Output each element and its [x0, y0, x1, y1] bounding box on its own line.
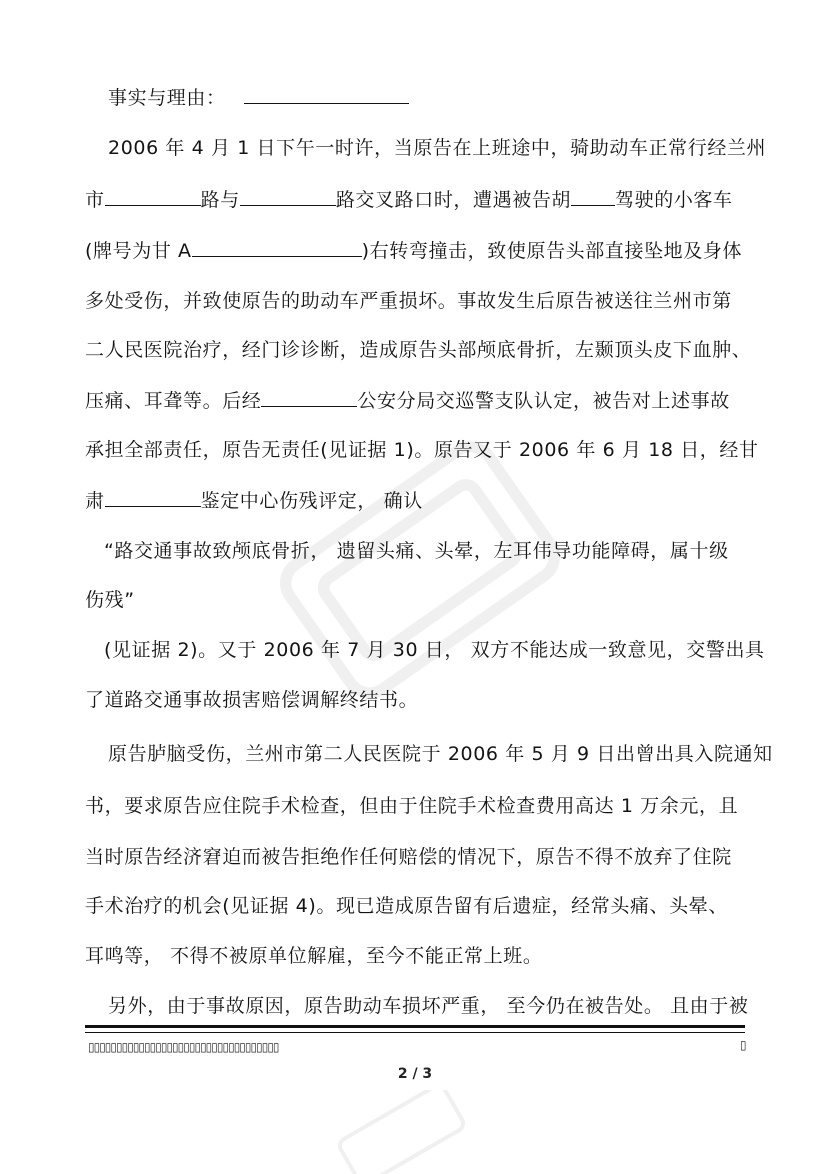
- paragraph-line: 原告胪脑受伤，兰州市第二人民医院于 2006 年 5 月 9 日出曾出具入院通知: [108, 743, 773, 765]
- blank-field: [105, 187, 201, 206]
- paragraph-line: 承担全部责任，原告无责任(见证据 1)。原告又于 2006 年 6 月 18 日，经甘: [85, 439, 759, 461]
- paragraph-line: 耳鸣等， 不得不被原单位解雇，至今不能正常上班。: [85, 945, 543, 967]
- paragraph-line: 伤残”: [85, 589, 135, 611]
- paragraph-line: 书，要求原告应住院手术检查，但由于住院手术检查费用高达 1 万余元，且: [85, 795, 739, 817]
- blank-field: [105, 488, 201, 507]
- blank-field: [240, 187, 336, 206]
- paragraph-line: 市 路与 路交叉路口时，遭遇被告胡 驾驶的小客车: [85, 189, 733, 211]
- footer-right-text: ▯: [740, 1038, 747, 1052]
- heading-label: 事实与理由：: [108, 87, 226, 109]
- paragraph-line: 当时原告经济窘迫而被告拒绝作任何赔偿的情况下，原告不得不放弃了住院: [85, 846, 732, 868]
- paragraph-line: 了道路交通事故损害赔偿调解终结书。: [85, 689, 419, 711]
- blank-field: [571, 187, 615, 206]
- paragraph-line: 另外，由于事故原因，原告助动车损坏严重， 至今仍在被告处。 且由于被: [108, 995, 749, 1017]
- watermark-bottom-icon: [300, 1090, 500, 1174]
- paragraph-line: (见证据 2)。又于 2006 年 7 月 30 日， 双方不能达成一致意见，交警出具: [104, 639, 765, 661]
- blank-field: [261, 388, 357, 407]
- paragraph-line: 多处受伤，并致使原告的助动车严重损坏。事故发生后原告被送往兰州市第: [85, 290, 732, 312]
- paragraph-line: 二人民医院治疗，经门诊诊断，造成原告头部颅底骨折，左颞顶头皮下血肿、: [85, 339, 752, 361]
- footer-rule-thin: [85, 1032, 745, 1033]
- footer-rule: [85, 1025, 745, 1028]
- paragraph-line: 手术治疗的机会(见证据 4)。现已造成原告留有后遗症，经常头痛、头晕、: [85, 895, 728, 917]
- page-number: 2 / 3: [397, 1066, 433, 1082]
- section-heading: [108, 85, 409, 110]
- blank-field: [192, 238, 362, 257]
- footer-left-text: ▯▯▯▯▯▯▯▯▯▯▯▯▯▯▯▯▯▯▯▯▯▯▯▯▯▯▯▯▯▯▯▯▯▯: [88, 1040, 279, 1054]
- blank-field: [244, 85, 409, 104]
- paragraph-line: 2006 年 4 月 1 日下午一时许，当原告在上班途中，骑助动车正常行经兰州: [108, 137, 767, 159]
- paragraph-line: 肃 鉴定中心伤残评定， 确认: [85, 490, 423, 512]
- paragraph-line: 压痛、耳聋等。后经 公安分局交巡警支队认定，被告对上述事故: [85, 390, 730, 412]
- paragraph-line: “路交通事故致颅底骨折， 遗留头痛、头晕，左耳伟导功能障碍，属十级: [104, 540, 729, 562]
- paragraph-line: (牌号为甘 A )右转弯撞击，致使原告头部直接坠地及身体: [85, 240, 743, 262]
